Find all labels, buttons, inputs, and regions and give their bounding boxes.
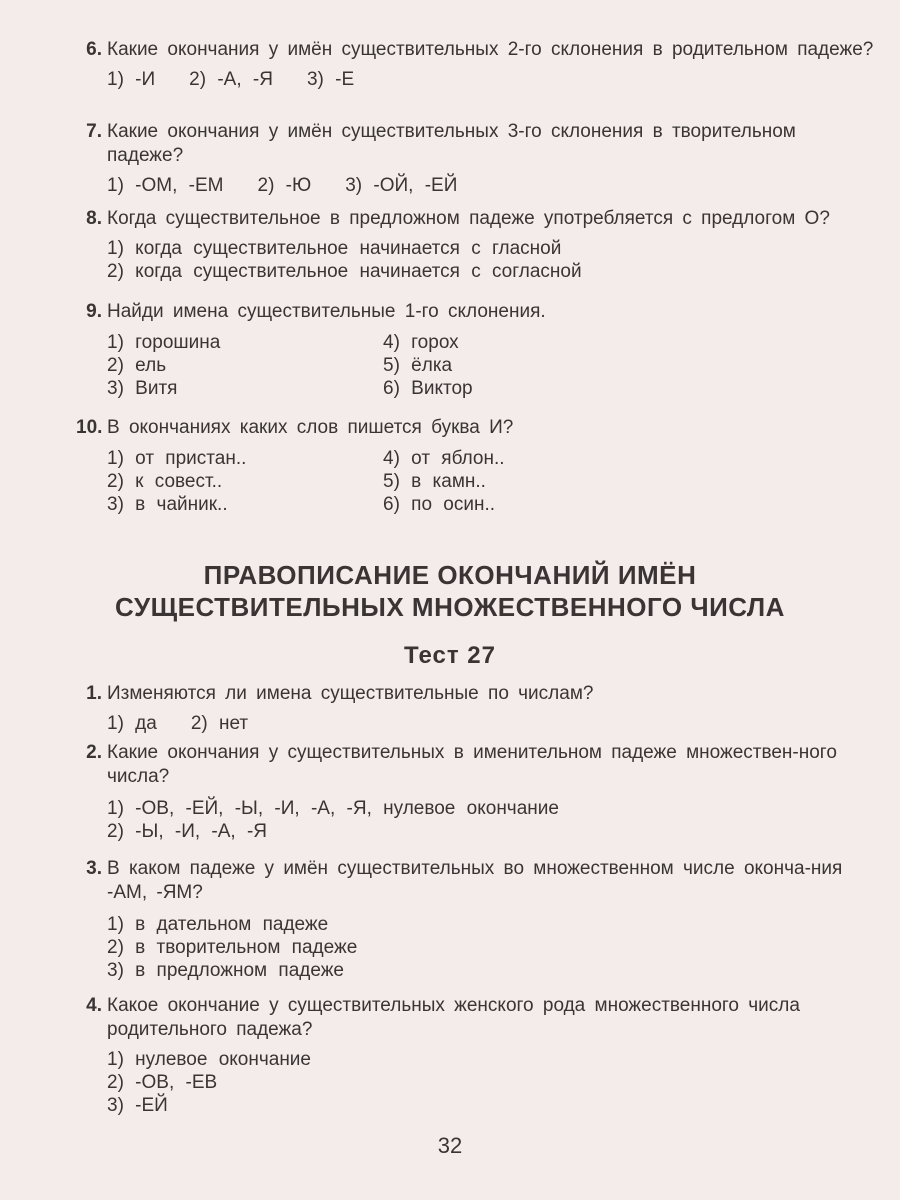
answer-options: [107, 1048, 876, 1117]
test27-question-2: [76, 741, 876, 843]
answer-option[interactable]: 2) -ОВ, -ЕВ: [107, 1072, 218, 1093]
answer-option[interactable]: 2) ель: [107, 355, 167, 376]
answer-option[interactable]: 2) нет: [190, 713, 249, 734]
answer-option[interactable]: 2) к совест..: [107, 471, 223, 492]
question-number: 3.: [86, 858, 102, 879]
answer-options: [107, 447, 876, 516]
question-text: В окончаниях каких слов пишется буква И?: [107, 417, 514, 438]
answer-options: [107, 174, 876, 197]
answer-option[interactable]: 2) в творительном падеже: [107, 937, 358, 958]
question-text: Какое окончание у существительных женского рода множественного числа родительного падежа?: [107, 995, 800, 1040]
question-number: 10.: [76, 417, 103, 438]
answer-options: [107, 68, 876, 91]
answer-option[interactable]: 2) -Ю: [257, 175, 312, 196]
answer-option[interactable]: 3) в предложном падеже: [107, 960, 344, 981]
answer-option[interactable]: 1) в дательном падеже: [107, 914, 329, 935]
question-text: Изменяются ли имена существительные по числам?: [107, 683, 594, 704]
answer-option[interactable]: 6) по осин..: [383, 494, 496, 515]
answer-option[interactable]: 1) нулевое окончание: [107, 1049, 311, 1070]
answer-option[interactable]: 4) горох: [383, 332, 459, 353]
question-number: 4.: [86, 995, 102, 1016]
answer-option[interactable]: 1) -И: [107, 69, 156, 90]
answer-options: [107, 797, 876, 843]
answer-option[interactable]: 1) да: [107, 713, 157, 734]
question-6: [76, 38, 876, 91]
answer-option[interactable]: 1) -ОВ, -ЕЙ, -Ы, -И, -А, -Я, нулевое окончание: [107, 798, 559, 819]
test-title: Тест 27: [404, 642, 496, 669]
answer-option[interactable]: 2) когда существительное начинается с согласной: [107, 261, 582, 282]
answer-option[interactable]: 3) -ЕЙ: [107, 1095, 168, 1116]
question-text: Какие окончания у имён существительных 3-го склонения в творительном падеже?: [107, 121, 796, 166]
answer-option[interactable]: 1) горошина: [107, 332, 221, 353]
answer-option[interactable]: 4) от яблон..: [383, 448, 505, 469]
section-heading-line-2: СУЩЕСТВИТЕЛЬНЫХ МНОЖЕСТВЕННОГО ЧИСЛА: [115, 592, 785, 622]
section-heading-line-1: ПРАВОПИСАНИЕ ОКОНЧАНИЙ ИМЁН: [203, 560, 697, 590]
question-text: Какие окончания у имён существительных 2-го склонения в родительном падеже?: [107, 39, 874, 60]
question-number: 7.: [86, 121, 102, 142]
question-10: [76, 416, 876, 516]
question-8: [76, 207, 876, 283]
test27-question-1: [76, 682, 876, 735]
question-text: В каком падеже у имён существительных во множественном числе оконча-ния -АМ, -ЯМ?: [107, 858, 843, 903]
question-number: 9.: [86, 301, 102, 322]
answer-option[interactable]: 5) в камн..: [383, 471, 486, 492]
answer-option[interactable]: 1) -ОМ, -ЕМ: [107, 175, 224, 196]
question-number: 8.: [86, 208, 102, 229]
answer-options: [107, 913, 876, 982]
answer-option[interactable]: 6) Виктор: [383, 378, 473, 399]
answer-options: [107, 237, 876, 283]
answer-option[interactable]: 3) -ОЙ, -ЕЙ: [345, 175, 458, 196]
answer-option[interactable]: 3) в чайник..: [107, 494, 228, 515]
answer-options: [107, 331, 876, 400]
question-text: Какие окончания у существительных в именительном падеже множествен-ного числа?: [107, 742, 837, 787]
question-7: [76, 120, 876, 197]
answer-option[interactable]: 2) -А, -Я: [189, 69, 273, 90]
answer-option[interactable]: 1) когда существительное начинается с гласной: [107, 238, 562, 259]
question-text: Когда существительное в предложном падеже употребляется с предлогом О?: [107, 208, 830, 229]
question-number: 6.: [86, 39, 102, 60]
question-number: 1.: [86, 683, 102, 704]
test27-question-3: [76, 857, 876, 982]
question-9: [76, 300, 876, 400]
question-text: Найди имена существительные 1-го склонения.: [107, 301, 546, 322]
answer-option[interactable]: 3) -Е: [306, 69, 355, 90]
answer-options: [107, 712, 876, 735]
answer-option[interactable]: 5) ёлка: [383, 355, 453, 376]
page-number: 32: [437, 1133, 463, 1158]
answer-option[interactable]: 2) -Ы, -И, -А, -Я: [107, 821, 268, 842]
answer-option[interactable]: 3) Витя: [107, 378, 178, 399]
answer-option[interactable]: 1) от пристан..: [107, 448, 247, 469]
test27-question-4: [76, 994, 876, 1117]
question-number: 2.: [86, 742, 102, 763]
